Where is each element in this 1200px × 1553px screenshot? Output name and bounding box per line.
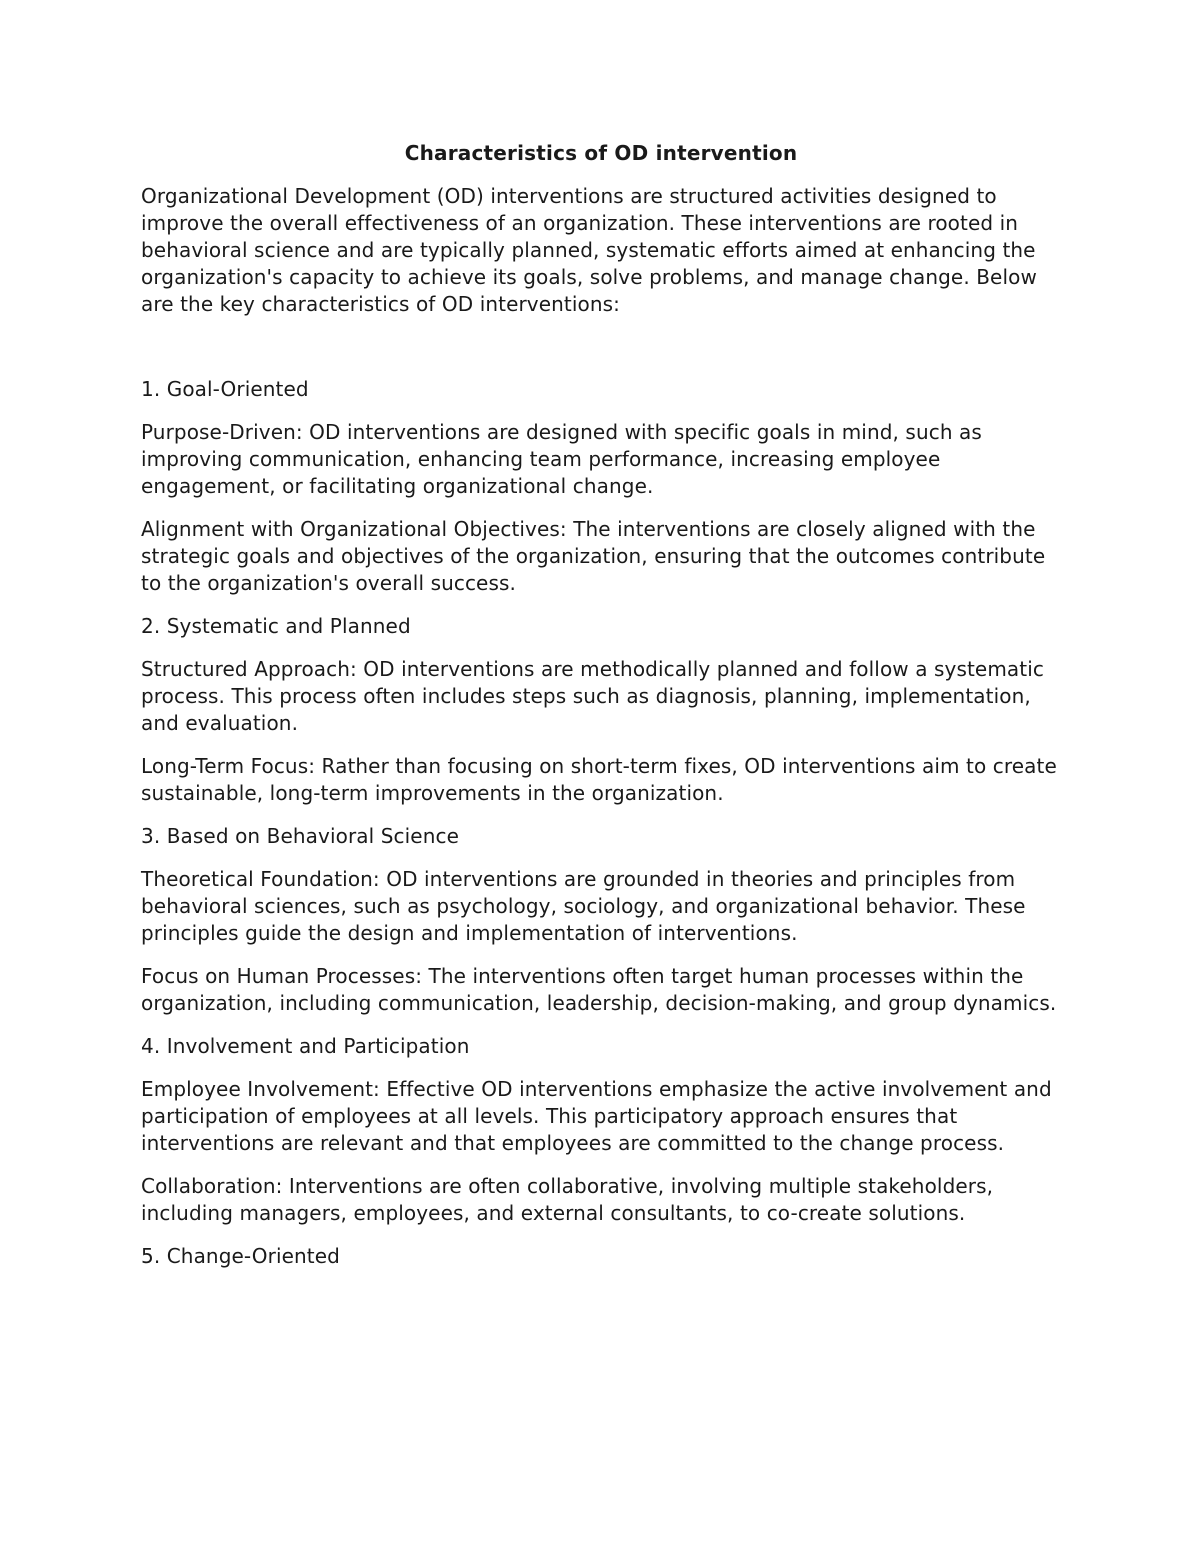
document-page — [141, 140, 1061, 1286]
section-1-paragraph-1: Purpose-Driven: OD interventions are designed with specific goals in mind, such as improving communication, enhancing team performance, increasing employee engagement, or facilitating organizational change. — [141, 420, 982, 498]
section-2-paragraph-2: Long-Term Focus: Rather than focusing on short-term fixes, OD interventions aim to create sustainable, long-term improvements in the organization. — [141, 754, 1057, 805]
section-heading-4: 4. Involvement and Participation — [141, 1034, 470, 1058]
section-4-paragraph-2: Collaboration: Interventions are often collaborative, involving multiple stakeholders, including managers, employees, and external consultants, to co-create solutions. — [141, 1174, 994, 1225]
document-title: Characteristics of OD intervention — [404, 141, 798, 165]
intro-paragraph: Organizational Development (OD) interventions are structured activities designed to improve the overall effectiveness of an organization. These interventions are rooted in behavioral science and are typically planned, systematic efforts aimed at enhancing the organization's capacity to achieve its goals, solve problems, and manage change. Below are the key characteristics of OD interventions: — [141, 184, 1037, 316]
section-3-paragraph-2: Focus on Human Processes: The interventions often target human processes within the organization, including communication, leadership, decision-making, and group dynamics. — [141, 964, 1057, 1015]
section-1-paragraph-2: Alignment with Organizational Objectives: The interventions are closely aligned with the strategic goals and objectives of the organization, ensuring that the outcomes contribute to the organization's overall success. — [141, 517, 1046, 595]
section-heading-1: 1. Goal-Oriented — [141, 377, 309, 401]
section-3-paragraph-1: Theoretical Foundation: OD interventions are grounded in theories and principles from behavioral sciences, such as psychology, sociology, and organizational behavior. These principles guide the design and implementation of interventions. — [141, 867, 1026, 945]
section-heading-5: 5. Change-Oriented — [141, 1244, 340, 1268]
section-heading-3: 3. Based on Behavioral Science — [141, 824, 459, 848]
section-heading-2: 2. Systematic and Planned — [141, 614, 411, 638]
section-2-paragraph-1: Structured Approach: OD interventions are methodically planned and follow a systematic process. This process often includes steps such as diagnosis, planning, implementation, and evaluation. — [141, 657, 1044, 735]
section-4-paragraph-1: Employee Involvement: Effective OD interventions emphasize the active involvement and participation of employees at all levels. This participatory approach ensures that interventions are relevant and that employees are committed to the change process. — [141, 1077, 1052, 1155]
